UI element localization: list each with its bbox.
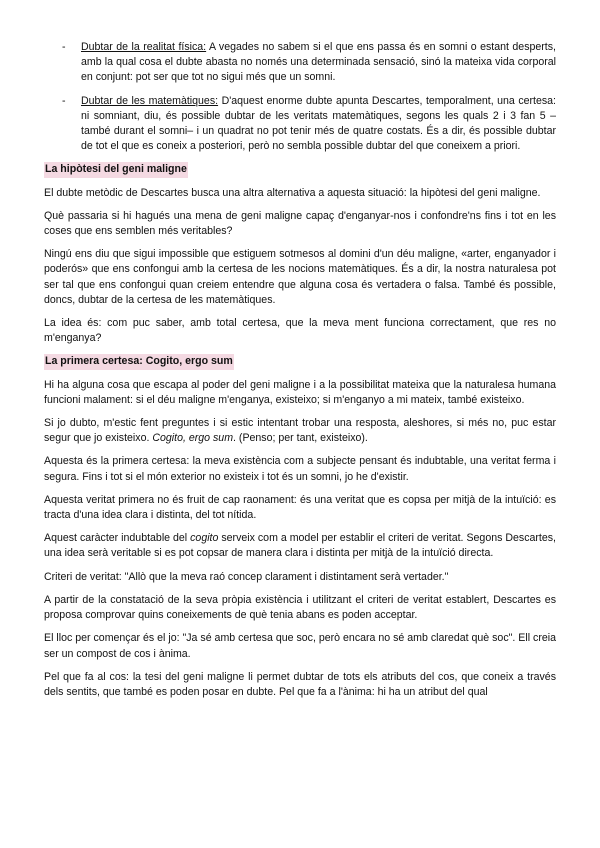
paragraph-text: Si jo dubto, m'estic fent preguntes i si estic intentant trobar una resposta, aleshores, si més no, puc estar segur que jo existeixo. [44, 417, 556, 445]
paragraph: El dubte metòdic de Descartes busca una altra alternativa a aquesta situació: la hipòtesi del geni maligne. [44, 186, 541, 199]
list-item-text: A vegades no sabem si el que ens passa és en somni o estant desperts, amb la qual cosa el dubte abasta no només una determinada sensació, sinó la mateixa vida corporal en conjunt: pot ser que tot no sigui més que un somni. [81, 41, 556, 84]
paragraph: A partir de la constatació de la seva pròpia existència i utilitzant el criteri de veritat establert, Descartes es proposa comprovar quins coneixements de què tenia abans es poden acceptar. [44, 593, 556, 622]
paragraph [44, 531, 556, 561]
paragraph: Pel que fa al cos: la tesi del geni maligne li permet dubtar de tots els atributs del cos, que coneix a través dels sentits, que també es poden posar en dubte. Pel que fa a l'ànima: hi ha un atribut del qual [44, 670, 556, 698]
italic-phrase: cogito [190, 532, 219, 545]
paragraph-text: . (Penso; per tant, existeixo). [233, 432, 368, 445]
section-heading-geni-maligne: La hipòtesi del geni maligne [44, 162, 188, 177]
list-item-text: D'aquest enorme dubte apunta Descartes, temporalment, una certesa: ni somniant, diu, és possible dubtar de les veritats matemàtiques, segons les quals 2 i 3 fan 5 –també durant el somni– i un quadrat no pot tenir més de quatre costats. És a dir, és possible dubtar de tot el que es coneix a posteriori, però no sembla possible dubtar del que coneixem a priori. [81, 94, 557, 153]
paragraph: Aquesta és la primera certesa: la meva existència com a subjecte pensant és indubtable, una veritat ferma i segura. Fins i tot si el món exterior no existeix i tot és un somni, jo he d'existir. [44, 455, 556, 483]
paragraph [44, 416, 556, 446]
paragraph: La idea és: com puc saber, amb total certesa, que la meva ment funciona correctament, que res no m'enganya? [44, 317, 556, 345]
paragraph: El lloc per començar és el jo: "Ja sé amb certesa que soc, però encara no sé amb claredat què soc". Ell creia ser un compost de cos i ànima. [44, 632, 556, 660]
list-item [44, 40, 556, 86]
italic-phrase: Cogito, ergo sum [152, 432, 234, 445]
paragraph: Què passaria si hi hagués una mena de geni maligne capaç d'enganyar-nos i confondre'ns fins i tot en les coses que ens semblen més veritables? [44, 209, 556, 238]
paragraph-text: serveix com a model per establir el criteri de veritat. Segons Descartes, una idea serà veritable si es pot copsar de manera clara i distinta per mitjà de la intuïció directa. [44, 532, 556, 560]
bullet-dash: - [62, 41, 66, 53]
list-item [44, 94, 556, 155]
list-item-title: Dubtar de la realitat física: [81, 41, 207, 53]
paragraph: Hi ha alguna cosa que escapa al poder del geni maligne i a la possibilitat mateixa que la naturalesa humana funcioni malament: si el déu maligne m'enganya, existeixo; si m'enganyo a mi mateix, també existeixo. [44, 378, 556, 406]
paragraph: Criteri de veritat: "Allò que la meva raó concep clarament i distintament serà vertader." [44, 570, 449, 583]
paragraph: Ningú ens diu que sigui impossible que estiguem sotmesos al domini d'un déu maligne, «arter, enganyador i poderós» que ens confongui amb la certesa de les nocions matemàtiques. És a dir, la nostra naturalesa pot ser tal que ens confongui quan creiem entendre que alguna cosa és vertadera o falsa. També és possible, doncs, dubtar de la certesa de les matemàtiques. [44, 248, 556, 306]
document-body [44, 40, 556, 708]
bullet-dash: - [62, 94, 66, 107]
paragraph-text: Aquest caràcter indubtable del [44, 532, 191, 545]
section-heading-cogito: La primera certesa: Cogito, ergo sum [44, 354, 234, 369]
paragraph: Aquesta veritat primera no és fruit de cap raonament: és una veritat que es copsa per mitjà de la intuïció: es tracta d'una idea clara i distinta, del tot nítida. [44, 493, 556, 522]
list-item-title: Dubtar de les matemàtiques: [81, 94, 219, 107]
